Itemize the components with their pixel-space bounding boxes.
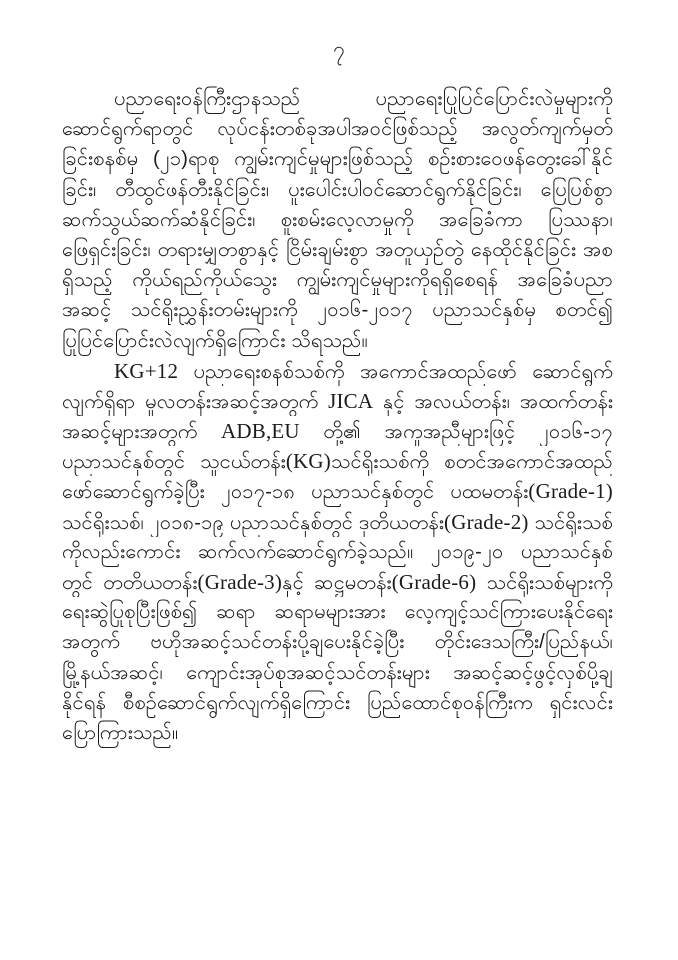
text-line: တွင် တတိယတန်း(Grade-3)နှင့် ဆဋ္ဌမတန်း(Grade-6) သင်ရိုးသစ်များကို [62,570,613,594]
text-line: ကိုလည်းကောင်း ဆက်လက်ဆောင်ရွက်ခဲ့သည်။ ၂၀၁၉-၂၀ ပညာသင်နှစ် [62,540,613,563]
latin-text: (Grade-6) [391,570,477,594]
paragraph-1 [62,84,613,356]
text-line: အဆင့်များအတွက် ADB,EU တို့၏ အကူအညီများဖြင့် ၂၀၁၆-၁၇ [62,419,613,444]
text-line: နိုင်ရန် စီစဉ်ဆောင်ရွက်လျက်ရှိကြောင်း ပြည်ထောင်စုဝန်ကြီးက ရှင်းလင်း [62,691,613,714]
text-line: ဆက်သွယ်ဆက်ဆံနိုင်ခြင်း၊ စူးစမ်းလေ့လာမှုကို အခြေခံကာ ပြဿနာ၊ [62,208,613,231]
text-line: ပြောကြားသည်။ [62,721,179,744]
text-line: မြို့နယ်အဆင့်၊ ကျောင်းအုပ်စုအဆင့်သင်တန်းများ အဆင့်ဆင့်ဖွင့်လှစ်ပို့ချ [62,661,613,684]
text-line: ဆောင်ရွက်ရာတွင် လုပ်ငန်းတစ်ခုအပါအဝင်ဖြစ်သည့် အလွတ်ကျက်မှတ် [62,118,613,141]
latin-text: (Grade-1) [528,479,613,504]
text-line: ခြင်း၊ တီထွင်ဖန်တီးနိုင်ခြင်း၊ ပူးပေါင်းပါဝင်ဆောင်ရွက်နိုင်ခြင်း၊ ပြေပြစ်စွာ [62,178,613,201]
latin-text: (Grade-2) [444,509,529,534]
latin-text: ADB,EU [221,419,300,444]
latin-text: (Grade-3) [197,570,283,594]
text-line: အတွက် ဗဟိုအဆင့်သင်တန်းပို့ချပေးနိုင်ခဲ့ပြီး တိုင်းဒေသကြီး/ပြည်နယ်၊ [62,631,613,654]
latin-text: JICA [328,388,374,413]
text-line: အဆင့် သင်ရိုးညွှန်းတမ်းများကို ၂၀၁၆-၂၀၁၇ ပညာသင်နှစ်မှ စတင်၍ [62,299,613,322]
text-line: ခြင်းစနစ်မှ (၂၁)ရာစု ကျွမ်းကျင်မှုများဖြစ်သည့် စဉ်းစားဝေဖန်တွေးခေါ်နိုင် [62,148,613,171]
text-line: ပြုပြင်ပြောင်းလဲလျက်ရှိကြောင်း သိရသည်။ [62,329,368,352]
text-line: ပညာသင်နှစ်တွင် သူငယ်တန်း(KG)သင်ရိုးသစ်ကို စတင်အကောင်အထည် [62,449,613,474]
text-line: ပညာရေးဝန်ကြီးဌာနသည် ပညာရေးပြုပြင်ပြောင်းလဲမှုများကို [114,88,613,110]
text-line: ရှိသည့် ကိုယ်ရည်ကိုယ်သွေး ကျွမ်းကျင်မှုများကိုရရှိစေရန် အခြေခံပညာ [62,269,613,292]
text-line: ရေးဆွဲပြုစုပြီးဖြစ်၍ ဆရာ ဆရာမများအား လေ့ကျင့်သင်ကြားပေးနိုင်ရေး [62,601,613,624]
text-line: KG+12 ပညာရေးစနစ်သစ်ကို အကောင်အထည်ဖော် ဆောင်ရွက် [114,358,613,383]
text-line: သင်ရိုးသစ်၊ ၂၀၁၈-၁၉ ပညာသင်နှစ်တွင် ဒုတိယတန်း(Grade-2) သင်ရိုးသစ် [62,509,613,534]
page-number: ၇ [333,38,345,61]
text-line: လျက်ရှိရာ မူလတန်းအဆင့်အတွက် JICA နှင့် အလယ်တန်း၊ အထက်တန်း [62,388,613,413]
paragraph-2 [62,356,613,748]
latin-text: KG+12 [114,358,179,383]
text-line: ဖြေရှင်းခြင်း၊ တရားမျှတစွာနှင့် ငြိမ်းချမ်းစွာ အတူယှဉ်တွဲ နေထိုင်နိုင်ခြင်း အစ [62,238,613,261]
latin-text: (KG) [285,449,331,474]
body-text [62,84,613,748]
text-line: ဖော်ဆောင်ရွက်ခဲ့ပြီး ၂၀၁၇-၁၈ ပညာသင်နှစ်တွင် ပထမတန်း(Grade-1) [62,479,613,504]
